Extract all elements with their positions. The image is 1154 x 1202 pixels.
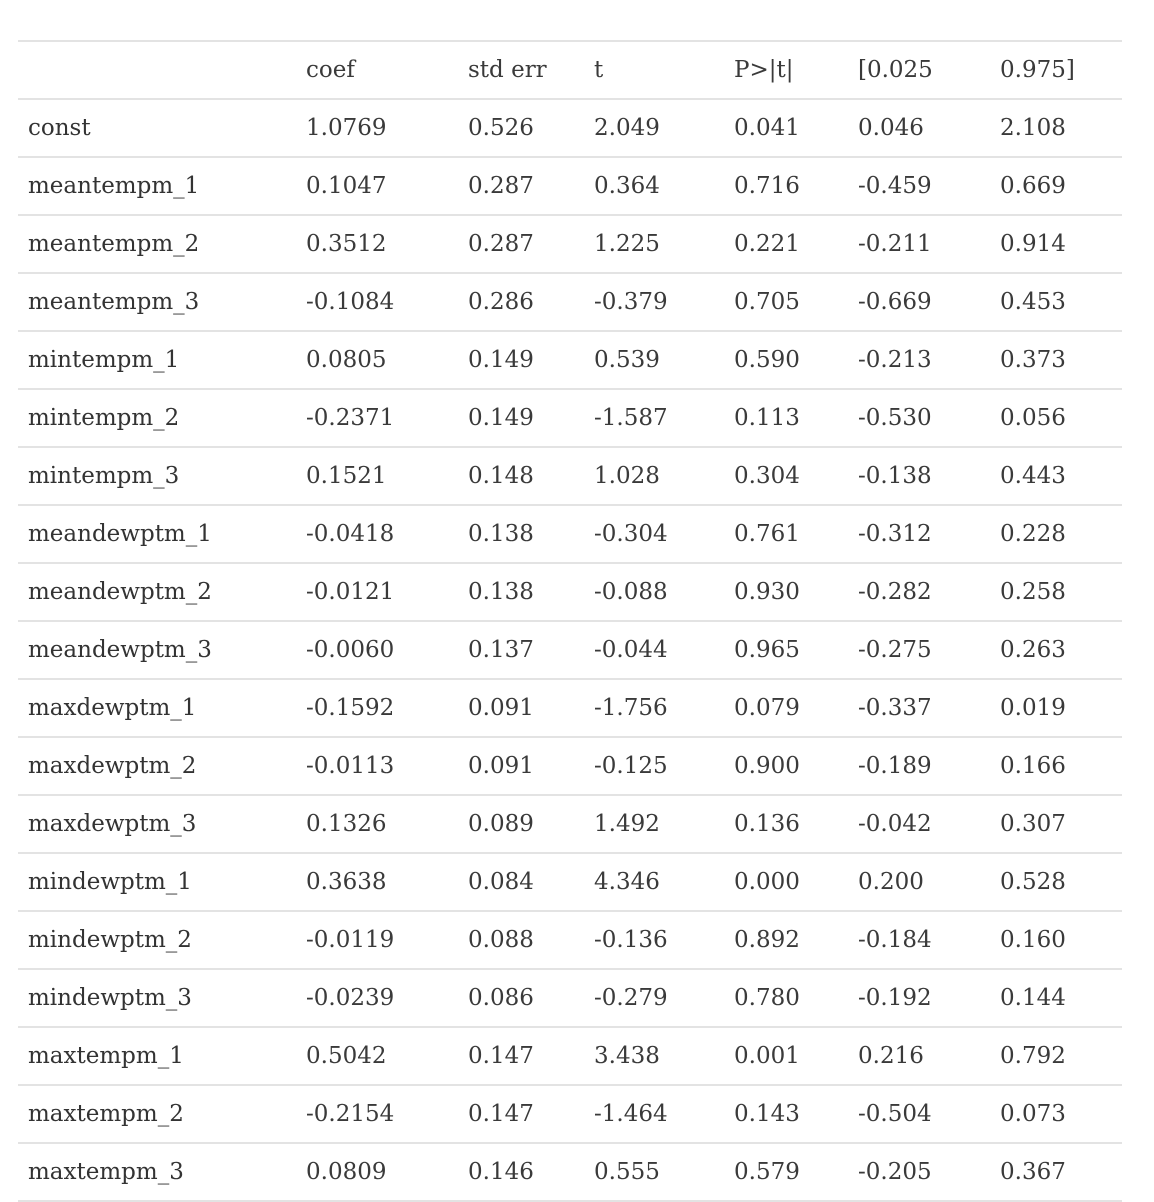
- t-cell: -1.587: [584, 389, 724, 447]
- table-row: [18, 273, 1122, 331]
- row-label: meandewptm_2: [18, 563, 296, 621]
- ci-lower-cell: -0.504: [848, 1085, 990, 1143]
- std-err-cell: 0.149: [458, 331, 584, 389]
- coef-cell: -0.0121: [296, 563, 458, 621]
- table-row: [18, 679, 1122, 737]
- header-cell-empty: [18, 41, 296, 99]
- row-label: maxtempm_2: [18, 1085, 296, 1143]
- std-err-cell: 0.147: [458, 1085, 584, 1143]
- ci-upper-cell: 0.443: [990, 447, 1122, 505]
- std-err-cell: 0.287: [458, 215, 584, 273]
- row-label: meantempm_2: [18, 215, 296, 273]
- p-value-cell: 0.000: [724, 853, 848, 911]
- ci-upper-cell: 0.166: [990, 737, 1122, 795]
- ci-lower-cell: -0.337: [848, 679, 990, 737]
- ci-upper-cell: 0.258: [990, 563, 1122, 621]
- std-err-cell: 0.526: [458, 99, 584, 157]
- row-label: maxdewptm_2: [18, 737, 296, 795]
- row-label: mintempm_3: [18, 447, 296, 505]
- row-label: mindewptm_1: [18, 853, 296, 911]
- row-label: mindewptm_3: [18, 969, 296, 1027]
- coef-cell: 0.5042: [296, 1027, 458, 1085]
- ci-lower-cell: -0.275: [848, 621, 990, 679]
- t-cell: -0.088: [584, 563, 724, 621]
- p-value-cell: 0.930: [724, 563, 848, 621]
- header-cell-p-value: P>|t|: [724, 41, 848, 99]
- ci-lower-cell: -0.213: [848, 331, 990, 389]
- std-err-cell: 0.084: [458, 853, 584, 911]
- table-row: [18, 563, 1122, 621]
- std-err-cell: 0.091: [458, 679, 584, 737]
- ci-upper-cell: 0.263: [990, 621, 1122, 679]
- ci-lower-cell: -0.530: [848, 389, 990, 447]
- table-row: [18, 911, 1122, 969]
- table-row: [18, 853, 1122, 911]
- t-cell: -0.125: [584, 737, 724, 795]
- p-value-cell: 0.001: [724, 1027, 848, 1085]
- coef-cell: -0.2371: [296, 389, 458, 447]
- coef-cell: 0.1047: [296, 157, 458, 215]
- std-err-cell: 0.088: [458, 911, 584, 969]
- p-value-cell: 0.780: [724, 969, 848, 1027]
- coef-cell: 0.0809: [296, 1143, 458, 1201]
- p-value-cell: 0.579: [724, 1143, 848, 1201]
- p-value-cell: 0.892: [724, 911, 848, 969]
- std-err-cell: 0.149: [458, 389, 584, 447]
- coef-cell: -0.1084: [296, 273, 458, 331]
- ci-lower-cell: -0.459: [848, 157, 990, 215]
- coef-cell: 0.3512: [296, 215, 458, 273]
- std-err-cell: 0.089: [458, 795, 584, 853]
- ci-upper-cell: 0.914: [990, 215, 1122, 273]
- table-row: [18, 1143, 1122, 1201]
- coef-cell: -0.0113: [296, 737, 458, 795]
- ci-lower-cell: -0.189: [848, 737, 990, 795]
- ci-lower-cell: -0.205: [848, 1143, 990, 1201]
- row-label: maxtempm_3: [18, 1143, 296, 1201]
- t-cell: -1.756: [584, 679, 724, 737]
- std-err-cell: 0.147: [458, 1027, 584, 1085]
- coef-cell: 0.3638: [296, 853, 458, 911]
- std-err-cell: 0.146: [458, 1143, 584, 1201]
- p-value-cell: 0.965: [724, 621, 848, 679]
- t-cell: -0.304: [584, 505, 724, 563]
- table-body: [18, 99, 1122, 1201]
- p-value-cell: 0.113: [724, 389, 848, 447]
- ci-upper-cell: 0.019: [990, 679, 1122, 737]
- t-cell: 2.049: [584, 99, 724, 157]
- t-cell: 1.028: [584, 447, 724, 505]
- t-cell: 4.346: [584, 853, 724, 911]
- std-err-cell: 0.137: [458, 621, 584, 679]
- ci-lower-cell: -0.138: [848, 447, 990, 505]
- header-row: [18, 41, 1122, 99]
- table-row: [18, 1085, 1122, 1143]
- t-cell: 0.539: [584, 331, 724, 389]
- ci-upper-cell: 0.056: [990, 389, 1122, 447]
- table-row: [18, 795, 1122, 853]
- p-value-cell: 0.590: [724, 331, 848, 389]
- p-value-cell: 0.304: [724, 447, 848, 505]
- ci-lower-cell: -0.669: [848, 273, 990, 331]
- ci-upper-cell: 0.144: [990, 969, 1122, 1027]
- coef-cell: -0.0119: [296, 911, 458, 969]
- ci-upper-cell: 0.792: [990, 1027, 1122, 1085]
- std-err-cell: 0.138: [458, 505, 584, 563]
- coef-cell: -0.0060: [296, 621, 458, 679]
- t-cell: 1.225: [584, 215, 724, 273]
- p-value-cell: 0.079: [724, 679, 848, 737]
- coef-cell: -0.2154: [296, 1085, 458, 1143]
- table-row: [18, 215, 1122, 273]
- p-value-cell: 0.041: [724, 99, 848, 157]
- std-err-cell: 0.091: [458, 737, 584, 795]
- ci-upper-cell: 0.669: [990, 157, 1122, 215]
- ci-lower-cell: -0.192: [848, 969, 990, 1027]
- row-label: mintempm_1: [18, 331, 296, 389]
- t-cell: 1.492: [584, 795, 724, 853]
- row-label: const: [18, 99, 296, 157]
- header-cell-coef: coef: [296, 41, 458, 99]
- table-header: [18, 41, 1122, 99]
- row-label: meantempm_3: [18, 273, 296, 331]
- p-value-cell: 0.705: [724, 273, 848, 331]
- p-value-cell: 0.143: [724, 1085, 848, 1143]
- ci-lower-cell: 0.216: [848, 1027, 990, 1085]
- table-row: [18, 737, 1122, 795]
- coef-cell: 0.1326: [296, 795, 458, 853]
- ci-upper-cell: 0.528: [990, 853, 1122, 911]
- ci-lower-cell: 0.046: [848, 99, 990, 157]
- t-cell: 3.438: [584, 1027, 724, 1085]
- ci-lower-cell: -0.282: [848, 563, 990, 621]
- p-value-cell: 0.900: [724, 737, 848, 795]
- coef-cell: 0.0805: [296, 331, 458, 389]
- coef-cell: -0.1592: [296, 679, 458, 737]
- t-cell: -0.379: [584, 273, 724, 331]
- row-label: mindewptm_2: [18, 911, 296, 969]
- ci-upper-cell: 0.307: [990, 795, 1122, 853]
- ci-lower-cell: -0.312: [848, 505, 990, 563]
- ci-upper-cell: 0.367: [990, 1143, 1122, 1201]
- table-row: [18, 621, 1122, 679]
- p-value-cell: 0.761: [724, 505, 848, 563]
- table-row: [18, 331, 1122, 389]
- table-row: [18, 157, 1122, 215]
- ci-lower-cell: -0.184: [848, 911, 990, 969]
- header-cell-t: t: [584, 41, 724, 99]
- ci-upper-cell: 0.228: [990, 505, 1122, 563]
- ci-lower-cell: -0.042: [848, 795, 990, 853]
- table-row: [18, 505, 1122, 563]
- coef-cell: -0.0418: [296, 505, 458, 563]
- table-row: [18, 447, 1122, 505]
- regression-results-table: [18, 40, 1122, 1202]
- table-row: [18, 969, 1122, 1027]
- t-cell: -0.044: [584, 621, 724, 679]
- ci-upper-cell: 2.108: [990, 99, 1122, 157]
- t-cell: 0.364: [584, 157, 724, 215]
- row-label: meandewptm_1: [18, 505, 296, 563]
- std-err-cell: 0.086: [458, 969, 584, 1027]
- std-err-cell: 0.138: [458, 563, 584, 621]
- table-row: [18, 1027, 1122, 1085]
- p-value-cell: 0.136: [724, 795, 848, 853]
- table-row: [18, 389, 1122, 447]
- ci-upper-cell: 0.373: [990, 331, 1122, 389]
- ci-lower-cell: 0.200: [848, 853, 990, 911]
- std-err-cell: 0.287: [458, 157, 584, 215]
- t-cell: -0.279: [584, 969, 724, 1027]
- row-label: maxtempm_1: [18, 1027, 296, 1085]
- coef-cell: 0.1521: [296, 447, 458, 505]
- ci-upper-cell: 0.160: [990, 911, 1122, 969]
- p-value-cell: 0.716: [724, 157, 848, 215]
- header-cell-ci-upper: 0.975]: [990, 41, 1122, 99]
- header-cell-std-err: std err: [458, 41, 584, 99]
- t-cell: 0.555: [584, 1143, 724, 1201]
- row-label: meandewptm_3: [18, 621, 296, 679]
- table-row: [18, 99, 1122, 157]
- ci-lower-cell: -0.211: [848, 215, 990, 273]
- std-err-cell: 0.148: [458, 447, 584, 505]
- row-label: maxdewptm_3: [18, 795, 296, 853]
- row-label: maxdewptm_1: [18, 679, 296, 737]
- t-cell: -1.464: [584, 1085, 724, 1143]
- header-cell-ci-lower: [0.025: [848, 41, 990, 99]
- coef-cell: 1.0769: [296, 99, 458, 157]
- std-err-cell: 0.286: [458, 273, 584, 331]
- t-cell: -0.136: [584, 911, 724, 969]
- p-value-cell: 0.221: [724, 215, 848, 273]
- ci-upper-cell: 0.073: [990, 1085, 1122, 1143]
- row-label: meantempm_1: [18, 157, 296, 215]
- ci-upper-cell: 0.453: [990, 273, 1122, 331]
- coef-cell: -0.0239: [296, 969, 458, 1027]
- row-label: mintempm_2: [18, 389, 296, 447]
